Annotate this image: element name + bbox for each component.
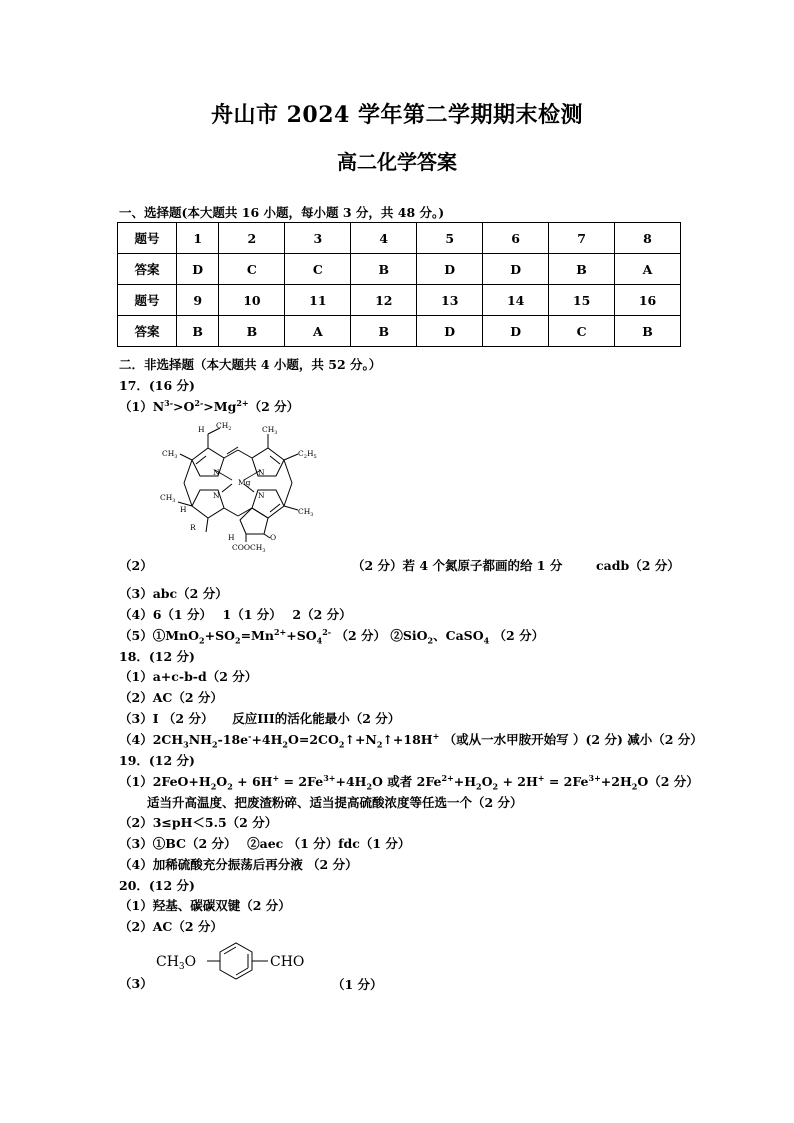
struct-mg-label: Mg bbox=[238, 478, 251, 487]
svg-text:N: N bbox=[258, 468, 265, 477]
q18-answer-3: （3）I （2 分） 反应III的活化能最小（2 分） bbox=[119, 711, 401, 726]
question-number-cell: 16 bbox=[615, 285, 681, 316]
q17-label: 17．(16 分) bbox=[119, 378, 195, 393]
answer-cell: B bbox=[615, 316, 681, 347]
svg-text:CH2: $CH_2$ bbox=[216, 421, 232, 432]
page-title: 舟山市 2024 学年第二学期期末检测 bbox=[210, 102, 584, 128]
answer-cell: B bbox=[219, 316, 285, 347]
svg-text:H: H bbox=[198, 425, 205, 434]
question-number-cell: 9 bbox=[177, 285, 219, 316]
answer-table bbox=[117, 222, 681, 347]
page-subtitle: 高二化学答案 bbox=[337, 150, 457, 174]
svg-text:CH3: $CH_3$ bbox=[298, 507, 314, 518]
q17-answer-5: $(5)①MnO_2+SO_2=Mn^{2+}+SO_4^{2-}$ （2 分） ②SiO$_2$、CaSO$_4$ （2 分） bbox=[119, 626, 545, 646]
svg-text:C2H5: $C_2H_5$ bbox=[298, 449, 317, 460]
svg-text:H: H bbox=[180, 505, 187, 514]
svg-text:CH3: $CH_3$ bbox=[262, 425, 278, 436]
svg-text:N: N bbox=[258, 491, 265, 500]
question-number-cell: 5 bbox=[417, 223, 483, 254]
q19-answer-2: （2）3≤pH＜5.5（2 分） bbox=[119, 815, 278, 830]
answer-cell: A bbox=[615, 254, 681, 285]
question-number-row bbox=[118, 285, 681, 316]
svg-text:N: N bbox=[213, 468, 220, 477]
answer-cell: D bbox=[483, 254, 549, 285]
question-number-cell: 12 bbox=[351, 285, 417, 316]
svg-text:R: R bbox=[190, 523, 196, 532]
answer-cell: D bbox=[417, 316, 483, 347]
q17-answer-2-text: （2 分）若 4 个氮原子都画的给 1 分 bbox=[352, 558, 563, 573]
q19-label: 19．(12 分) bbox=[119, 753, 195, 768]
question-number-cell: 1 bbox=[177, 223, 219, 254]
answer-row bbox=[118, 254, 681, 285]
q18-answer-2: （2）AC（2 分） bbox=[119, 690, 223, 705]
row-label-answer: 答案 bbox=[118, 316, 177, 347]
q19-answer-3: （3）①BC（2 分） ②aec （1 分）fdc（1 分） bbox=[119, 836, 411, 851]
row-label-question: 题号 bbox=[118, 285, 177, 316]
q20-answer-3-score: （1 分） bbox=[332, 977, 383, 992]
question-number-cell: 4 bbox=[351, 223, 417, 254]
q19-answer-4: （4）加稀硫酸充分振荡后再分液 （2 分） bbox=[119, 857, 358, 872]
question-number-cell: 7 bbox=[549, 223, 615, 254]
question-number-cell: 11 bbox=[285, 285, 351, 316]
q19-answer-1: $(1)2FeO+H_2O_2 + 6H^+ = 2Fe^{3+}+4H_2O$ 或者 $2Fe^{2+}+H_2O_2 + 2H^+ = 2Fe^{3+}+2H_2O(2$ 分） bbox=[119, 772, 699, 792]
question-number-cell: 3 bbox=[285, 223, 351, 254]
svg-text:CH3O: $CH_3O$ bbox=[156, 954, 197, 972]
svg-text:COOCH3: $COOCH_3$ bbox=[232, 543, 266, 554]
q20-answer-2: （2）AC（2 分） bbox=[119, 919, 223, 934]
q20-answer-3-num: （3） bbox=[119, 976, 153, 991]
svg-text:N: N bbox=[213, 491, 220, 500]
section2-heading: 二．非选择题（本大题共 4 小题，共 52 分。） bbox=[119, 357, 382, 372]
answer-cell: A bbox=[285, 316, 351, 347]
answer-cell: D bbox=[483, 316, 549, 347]
svg-text:H: H bbox=[228, 533, 235, 542]
svg-text:O: O bbox=[270, 533, 277, 542]
chlorophyll-structure bbox=[150, 420, 330, 554]
q17-answer-4: （4）6（1 分） 1（1 分） 2（2 分） bbox=[119, 607, 352, 622]
q17-answer-2-extra: cadb（2 分） bbox=[596, 558, 680, 573]
question-number-row bbox=[118, 223, 681, 254]
svg-text:CH3: $CH_3$ bbox=[160, 493, 176, 504]
answer-cell: D bbox=[177, 254, 219, 285]
q18-label: 18．(12 分) bbox=[119, 649, 195, 664]
row-label-answer: 答案 bbox=[118, 254, 177, 285]
answer-row bbox=[118, 316, 681, 347]
svg-text:CHO: CHO bbox=[270, 954, 305, 970]
methoxybenzaldehyde-structure bbox=[150, 938, 330, 988]
answer-cell: C bbox=[285, 254, 351, 285]
answer-cell: B bbox=[177, 316, 219, 347]
section1-heading: 一、选择题(本大题共 16 小题，每小题 3 分，共 48 分。) bbox=[119, 205, 445, 220]
row-label-question: 题号 bbox=[118, 223, 177, 254]
question-number-cell: 6 bbox=[483, 223, 549, 254]
question-number-cell: 8 bbox=[615, 223, 681, 254]
question-number-cell: 14 bbox=[483, 285, 549, 316]
q18-answer-4: $(4)2CH_3NH_2-18e^-+4H_2O=2CO_2↑+N_2↑+18H^+$ （或从一水甲胺开始写 ）(2 分) 减小（2 分） bbox=[119, 730, 703, 750]
q17-answer-1: $(1)N^{3-}>O^{2-}>Mg^{2+}(2$ 分） bbox=[119, 397, 300, 414]
q20-answer-1: （1）羟基、碳碳双键（2 分） bbox=[119, 898, 291, 913]
question-number-cell: 15 bbox=[549, 285, 615, 316]
answer-cell: C bbox=[549, 316, 615, 347]
answer-cell: B bbox=[351, 254, 417, 285]
question-number-cell: 10 bbox=[219, 285, 285, 316]
answer-cell: D bbox=[417, 254, 483, 285]
question-number-cell: 13 bbox=[417, 285, 483, 316]
answer-cell: B bbox=[351, 316, 417, 347]
q19-answer-1-line2: 适当升高温度、把废渣粉碎、适当提高硫酸浓度等任选一个（2 分） bbox=[147, 795, 523, 810]
svg-text:CH3: $CH_3$ bbox=[162, 449, 178, 460]
q17-answer-3: （3）abc（2 分） bbox=[119, 586, 228, 601]
answer-cell: C bbox=[219, 254, 285, 285]
answer-cell: B bbox=[549, 254, 615, 285]
q17-answer-2: （2） bbox=[119, 558, 153, 573]
question-number-cell: 2 bbox=[219, 223, 285, 254]
q20-label: 20．(12 分) bbox=[119, 878, 195, 893]
q18-answer-1: （1）a+c-b-d（2 分） bbox=[119, 669, 258, 684]
